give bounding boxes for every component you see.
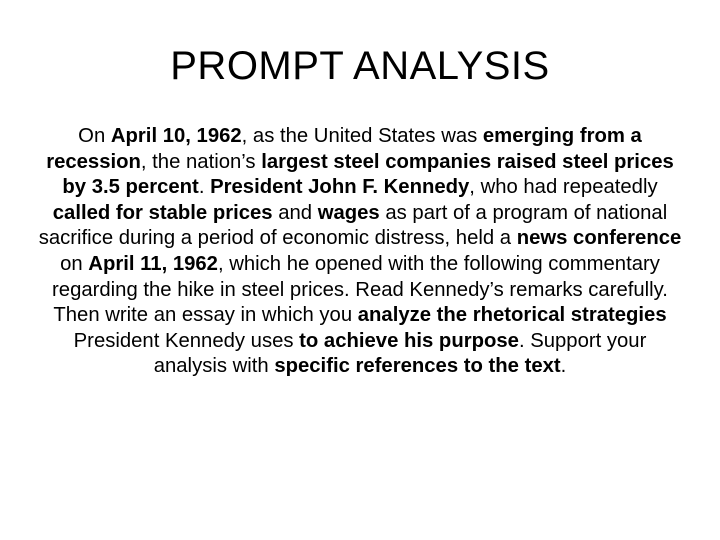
text-segment-bold: called for stable prices [52,201,273,224]
text-segment: and [272,201,318,224]
text-segment: President Kennedy uses [73,329,300,352]
prompt-paragraph [36,124,684,380]
text-segment: . Support your analysis with [153,329,647,378]
text-segment-bold: April 11, 1962 [88,252,218,275]
text-segment-bold: analyze the rhetorical strategies [357,304,667,327]
text-segment-bold: to achieve his purpose [299,329,519,352]
text-segment-bold: emerging from a recession [46,125,642,173]
text-segment: , which he opened with the following commentary regarding the hike in steel prices. Read Kennedy’s remarks carefully. Then write an essay in which you [52,252,668,327]
text-segment-bold: specific references to the text [274,355,561,378]
text-segment: , the nation’s [140,150,262,173]
text-segment-bold: April 10, 1962 [110,125,242,147]
text-segment-bold: news conference [516,227,682,250]
text-segment: on [60,252,89,275]
text-segment: , who had repeatedly [469,176,658,199]
text-segment: On [78,125,111,147]
text-segment-bold: largest steel companies raised steel prices by 3.5 percent [62,150,674,199]
text-segment: . [198,176,211,199]
text-segment: . [560,355,567,378]
slide-title: PROMPT ANALYSIS [170,44,550,88]
text-segment: as part of a program of national sacrifice during a period of economic distress, held a [38,201,668,250]
text-segment-bold: President John F. Kennedy [210,176,470,199]
text-segment-bold: wages [317,201,380,224]
text-segment: , as the United States was [241,125,483,147]
